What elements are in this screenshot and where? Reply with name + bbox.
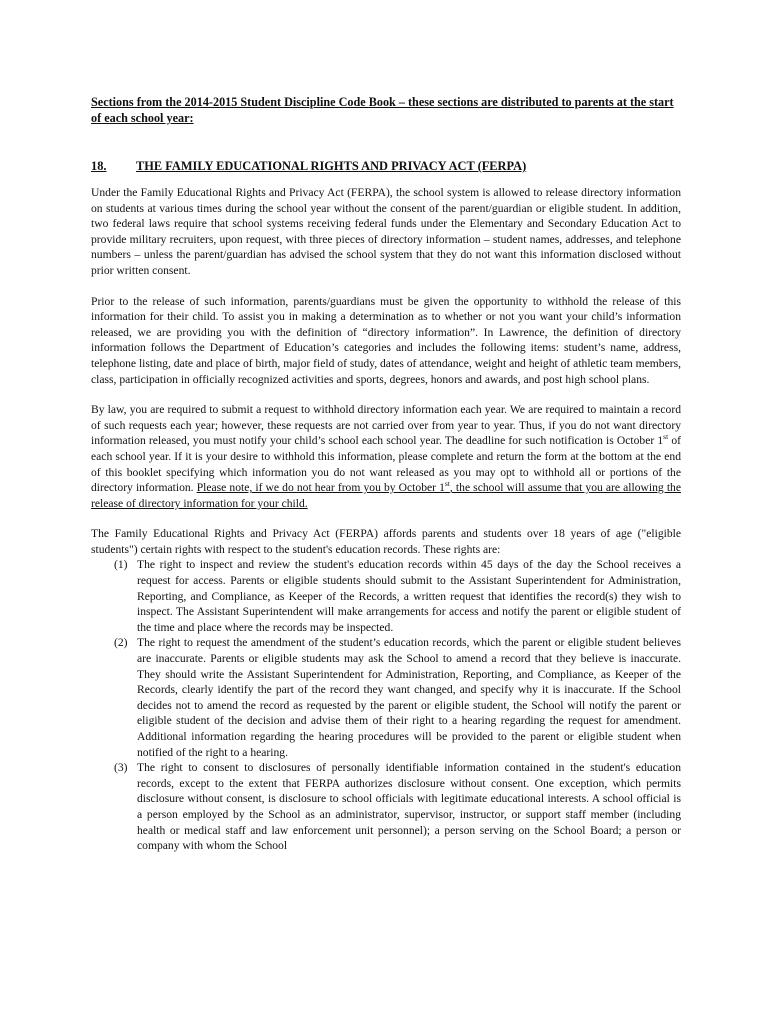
deadline-text-b: of each school year. If it is your desire to withhold this information, please complete and return the form at the bottom at the end of this booklet specifying which information you do not want released as you may opt to withhold all or portions of the directory information. xyxy=(91,434,681,495)
deadline-ordinal: st xyxy=(663,432,669,442)
section-number: 18. xyxy=(91,159,107,173)
paragraph-withhold-release: Prior to the release of such information, parents/guardians must be given the opportunity to withhold the release of this information for their child. To assist you in making a determination as to whether or not you want your child’s information released, we are providing you with the definition of “directory information”. In Lawrence, the definition of directory information follows the Department of Education’s categories and includes the following items: student’s name, address, telephone listing, date and place of birth, major field of study, dates of attendance, weight and height of athletic team members, class, participation in officially recognized activities and sports, degrees, honors and awards, and post high school plans. xyxy=(91,294,682,386)
section-heading xyxy=(91,158,681,174)
paragraph-annual-request xyxy=(91,402,681,511)
list-item xyxy=(91,557,681,635)
list-item-text: The right to consent to disclosures of personally identifiable information contained in the student's education records, except to the extent that FERPA authorizes disclosure without consent. One exception, which permits disclosure without consent, is disclosure to school officials with legitimate educational interests. A school official is a person employed by the School as an administrator, supervisor, instructor, or support staff member (including health or medical staff and law enforcement unit personnel); a person serving on the School Board; a person or company with whom the School xyxy=(137,761,681,853)
list-item xyxy=(91,760,681,854)
list-item-text: The right to inspect and review the student's education records within 45 days of the day the School receives a request for access. Parents or eligible students should submit to the Assistant Superintendent for Administration, Reporting, and Compliance, as Keeper of the Records, a written request that identifies the record(s) they wish to inspect. The Assistant Superintendent will make arrangements for access and notify the parent or eligible student of the time and place where the records may be inspected. xyxy=(137,558,681,634)
rights-list xyxy=(91,557,681,853)
list-item xyxy=(91,635,681,760)
list-item-text: The right to request the amendment of the student’s education records, which the parent or eligible student believes are inaccurate. Parents or eligible students may ask the School to amend a record that they believe is inaccurate. They should write the Assistant Superintendent for Administration, Reporting, and Compliance, as Keeper of the Records, clearly identify the part of the record they want changed, and specify why it is inaccurate. If the School decides not to amend the record as requested by the parent or eligible student, the School will notify the parent or eligible student of the decision and advise them of their right to a hearing regarding the request for amendment. Additional information regarding the hearing procedures will be provided to the parent or eligible student when notified of the right to a hearing. xyxy=(137,636,681,759)
paragraph-directory-information: Under the Family Educational Rights and Privacy Act (FERPA), the school system is allowed to release directory information on students at various times during the school year without the consent of the parent/guardian or eligible student. In addition, two federal laws require that school systems receiving federal funds under the Elementary and Secondary Education Act to provide military recruiters, upon request, with three pieces of directory information – student names, addresses, and telephone numbers – unless the parent/guardian has advised the school system that they do not want this information disclosed without prior written consent. xyxy=(91,186,681,277)
list-marker: (1) xyxy=(114,558,128,572)
intro-heading: Sections from the 2014-2015 Student Discipline Code Book – these sections are distributed to parents at the start of each school year: xyxy=(91,95,674,125)
list-marker: (2) xyxy=(114,636,128,650)
list-marker: (3) xyxy=(114,761,128,775)
section-title: THE FAMILY EDUCATIONAL RIGHTS AND PRIVACY ACT (FERPA) xyxy=(136,159,527,173)
please-note-ordinal: st xyxy=(444,479,450,489)
document-page xyxy=(91,94,681,854)
paragraph-ferpa-rights: The Family Educational Rights and Privacy Act (FERPA) affords parents and students over 18 years of age ("eligible students") certain rights with respect to the student's education records. These rights are: xyxy=(91,527,681,556)
deadline-text-a: By law, you are required to submit a request to withhold directory information each year. We are required to maintain a record of such requests each year; however, these requests are not carried over from year to year. Thus, if you do not want directory information released, you must notify your child’s school each school year. The deadline for such notification is October 1 xyxy=(91,403,681,448)
please-note-text-a: Please note, if we do not hear from you by October 1 xyxy=(196,481,445,495)
please-note-text-b: , the school will assume that you are allowing the release of directory information for your child. xyxy=(91,481,681,510)
